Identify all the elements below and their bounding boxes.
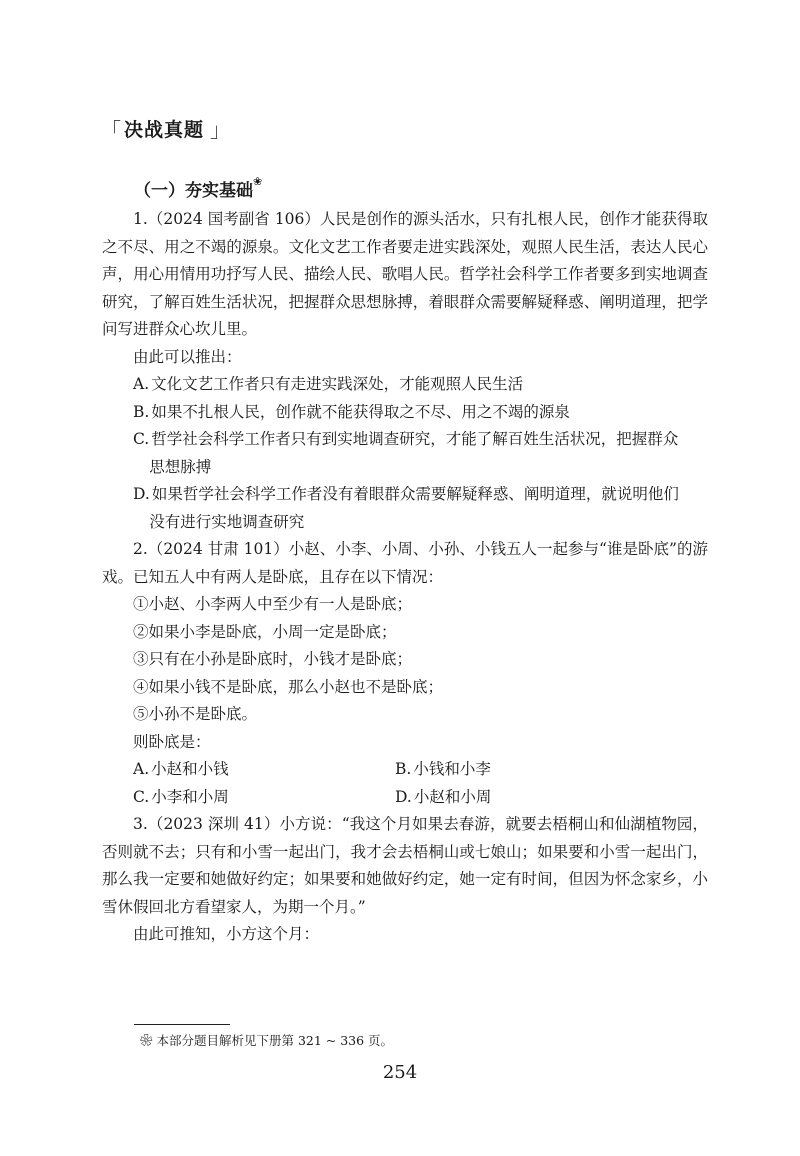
q1-prompt: 由此可以推出： [133, 347, 242, 366]
q3-prompt: 由此可推知，小方这个月： [133, 925, 320, 943]
q2-options-row-2 [102, 784, 708, 812]
q2-option-c [133, 784, 395, 812]
header-bracket-right: 」 [210, 118, 232, 142]
section-header [101, 114, 231, 143]
option-text: 小赵和小周 [413, 787, 492, 806]
option-label: B. [395, 760, 412, 778]
footnote-mark-icon: ❀ [253, 175, 263, 189]
q2-stem: 2.（2024 甘肃 101）小赵、小李、小周、小孙、小钱五人一起参与“谁是卧底”的游戏。已知五人中有两人是卧底，且存在以下情况： [102, 540, 708, 586]
option-text: 如果哲学社会科学工作者没有着眼群众需要解疑释惑、阐明道理，就说明他们 [151, 485, 679, 503]
q2-condition-1: ①小赵、小李两人中至少有一人是卧底； [133, 595, 413, 613]
subsection-title-text: （一）夯实基础 [134, 181, 253, 201]
section-title: 决战真题 [124, 119, 205, 141]
subsection-title [134, 176, 262, 201]
option-text: 如果不扎根人民，创作就不能获得取之不尽、用之不竭的源泉 [151, 402, 570, 421]
page-number: 254 [382, 1062, 418, 1083]
q2-condition-2: ②如果小李是卧底，小周一定是卧底； [133, 622, 397, 641]
option-label: D. [395, 787, 412, 806]
footnote-divider [134, 1024, 230, 1025]
q1-option-a [102, 371, 708, 399]
q2-condition-4: ④如果小钱不是卧底，那么小赵也不是卧底； [133, 677, 444, 696]
option-label: B. [133, 402, 150, 421]
q2-option-d [395, 784, 657, 812]
q2-option-a [133, 756, 395, 784]
option-text: 哲学社会科学工作者只有到实地调查研究，才能了解百姓生活状况，把握群众 [151, 430, 679, 448]
q2-prompt: 则卧底是： [133, 732, 211, 751]
q1-option-b [102, 399, 708, 427]
q2-option-b [395, 756, 657, 784]
option-text: 小李和小周 [151, 787, 229, 806]
option-label: D. [133, 485, 150, 503]
option-label: A. [133, 375, 150, 393]
question-body [102, 206, 708, 949]
q2-condition-5: ⑤小孙不是卧底。 [133, 705, 258, 723]
q1-stem: 1.（2024 国考副省 106）人民是创作的源头活水，只有扎根人民，创作才能获得取之不尽、用之不竭的源泉。文化文艺工作者要走进实践深处，观照人民生活，表达人民心声，用心用情用功抒写人民、描绘人民、歌唱人民。哲学社会科学工作者要多到实地调查研究，了解百姓生活状况，把握群众思想脉搏，着眼群众需要解疑释惑、阐明道理，把学问写进群众心坎儿里。 [102, 210, 708, 338]
q2-options-row-1 [102, 756, 708, 784]
header-bracket-left: 「 [101, 118, 122, 142]
option-text: 小赵和小钱 [151, 760, 229, 778]
q1-option-d [102, 481, 708, 536]
option-text-continued: 没有进行实地调查研究 [149, 512, 305, 531]
option-text: 文化文艺工作者只有走进实践深处，才能观照人民生活 [151, 375, 524, 393]
option-text-continued: 思想脉搏 [149, 457, 212, 476]
option-label: C. [133, 787, 150, 806]
footnote: ❀ 本部分题目解析见下册第 321 ~ 336 页。 [140, 1033, 394, 1048]
option-label: A. [133, 760, 150, 778]
q1-option-c [102, 426, 708, 481]
q2-condition-3: ③只有在小孙是卧底时，小钱才是卧底； [133, 650, 413, 668]
option-label: C. [133, 430, 150, 448]
option-text: 小钱和小李 [413, 760, 491, 778]
q3-stem: 3.（2023 深圳 41）小方说：“我这个月如果去春游，就要去梧桐山和仙湖植物园，否则就不去；只有和小雪一起出门，我才会去梧桐山或七娘山；如果要和小雪一起出门，那么我一定要和她做好约定；如果要和她做好约定，她一定有时间，但因为怀念家乡，小雪休假回北方看望家人，为期一个月。” [102, 815, 708, 916]
